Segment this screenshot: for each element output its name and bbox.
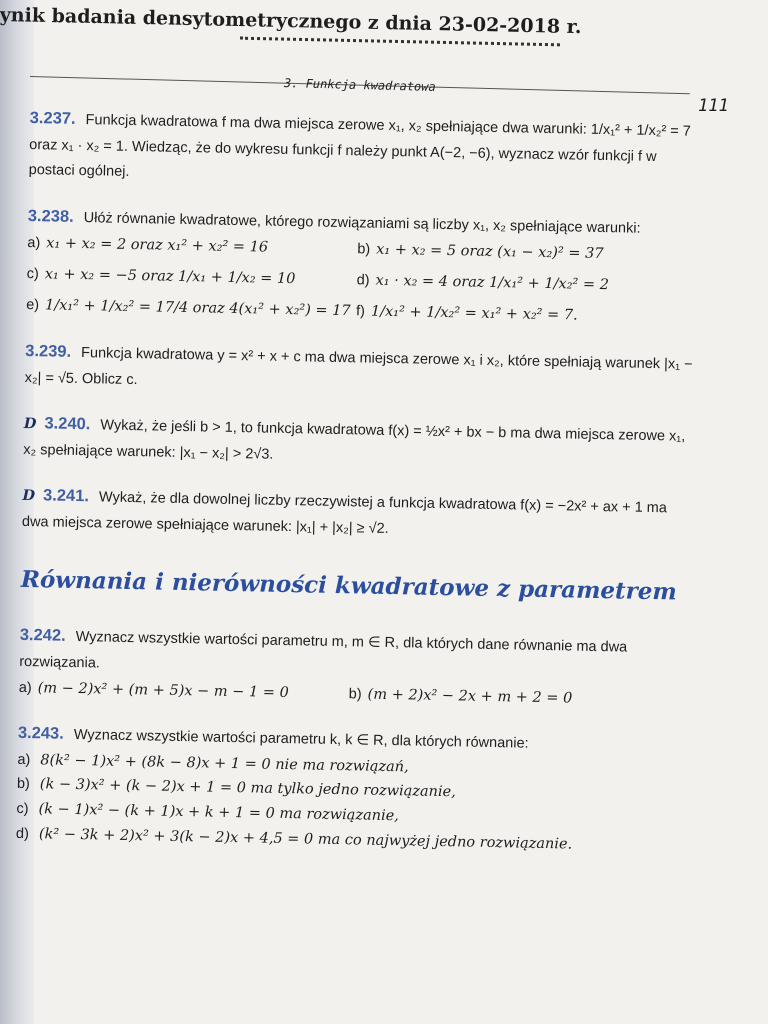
problem-3-239 (24, 337, 693, 404)
subitem-math: (k² − 3k + 2)x² + 3(k − 2)x + 4,5 = 0 ma co najwyżej jedno rozwiązanie. (38, 825, 573, 853)
subitem-label: c) (26, 265, 39, 283)
subitem-b (348, 682, 678, 714)
subitem-math: (m + 2)x² − 2x + m + 2 = 0 (367, 686, 573, 707)
page-content (15, 104, 697, 877)
subitem-math: (k − 3)x² + (k − 2)x + 1 = 0 ma tylko jedno rozwiązanie, (39, 776, 456, 801)
subitem-c (26, 262, 356, 294)
subitem-e (26, 293, 356, 325)
problem-text: Funkcja kwadratowa f ma dwa miejsca zerowe x₁, x₂ spełniające dwa warunki: 1/x₁² + 1/x₂² = 7 oraz x₁ · x₂ = 1. Wiedząc, że do wykresu funkcji f należy punkt A(−2, −6), wyznacz wzór funkcji f w postaci ogólnej. (28, 112, 691, 181)
subitem-label: e) (25, 297, 40, 314)
subitem-b (357, 237, 687, 269)
subitem-math: x₁ + x₂ = 2 oraz x₁² + x₂² = 16 (46, 234, 269, 256)
subitems-list (16, 748, 686, 859)
chapter-header: 3. Funkcja kwadratowa (283, 76, 436, 94)
problem-text: Wyznacz wszystkie wartości parametru k, k ∈ R, dla których równanie: (73, 726, 529, 752)
problem-number: 3.243. (17, 723, 64, 743)
subitem-label: b) (348, 685, 362, 702)
subitem-math: 1/x₁² + 1/x₂² = 17/4 oraz 4(x₁² + x₂²) = 17 (44, 297, 351, 320)
proof-marker-icon: D (23, 414, 37, 433)
subitem-label: c) (16, 800, 29, 818)
problem-3-237 (28, 104, 697, 196)
problem-number: 3.239. (25, 341, 72, 361)
problem-number: 3.238. (27, 206, 74, 226)
subitem-label: b) (357, 240, 371, 258)
subitem-math: 8(k² − 1)x² + (8k − 8)x + 1 = 0 nie ma rozwiązań, (40, 752, 409, 776)
problem-3-238 (26, 202, 696, 332)
subitem-label: d) (15, 825, 30, 842)
subitem-math: (m − 2)x² + (m + 5)x − m − 1 = 0 (37, 679, 289, 701)
subitem-label: f) (355, 303, 366, 320)
subitem-a (27, 230, 357, 262)
problem-number: 3.242. (19, 626, 66, 646)
problem-text: Wyznacz wszystkie wartości parametru m, m ∈ R, dla których dane równanie ma dwa rozwiązania. (19, 629, 628, 672)
problem-number: 3.240. (44, 414, 91, 434)
subitem-math: (k − 1)x² − (k + 1)x + k + 1 = 0 ma rozwiązanie, (38, 801, 400, 825)
problem-text: Ułóż równanie kwadratowe, którego rozwiązaniami są liczby x₁, x₂ spełniające warunki: (83, 209, 641, 237)
subitem-math: x₁ + x₂ = −5 oraz 1/x₁ + 1/x₂ = 10 (44, 266, 296, 288)
problem-number: 3.241. (42, 486, 90, 506)
subitem-label: a) (27, 234, 41, 251)
problem-text: Funkcja kwadratowa y = x² + x + c ma dwa miejsca zerowe x₁ i x₂, które spełniają warunek |x₁ − x₂| = √5. Oblicz c. (24, 344, 693, 388)
problem-text: Wykaż, że jeśli b > 1, to funkcja kwadratowa f(x) = ½x² + bx − b ma dwa miejsca zerowe x₁, x₂ spełniające warunek: |x₁ − x₂| > 2√3. (23, 417, 686, 463)
subitem-label: a) (18, 679, 32, 696)
problem-text: Wykaż, że dla dowolnej liczby rzeczywistej a funkcja kwadratowa f(x) = −2x² + ax + 1 ma dwa miejsca zerowe spełniające warunek: |x₁| + |x₂| ≥ √2. (21, 489, 668, 537)
subitem-f (356, 300, 686, 332)
subitem-label: b) (16, 776, 30, 793)
problem-3-241 (22, 481, 691, 548)
subitems-grid (26, 230, 696, 331)
subitem-math: x₁ · x₂ = 4 oraz 1/x₁² + 1/x₂² = 2 (375, 272, 610, 294)
problem-number: 3.237. (29, 108, 76, 128)
problem-3-243 (16, 719, 686, 859)
subitem-a (19, 675, 349, 707)
problem-3-240 (23, 409, 692, 476)
subitem-label: a) (17, 751, 31, 768)
page-number: 111 (698, 96, 729, 116)
subitems-grid (19, 675, 687, 713)
problem-3-242 (19, 621, 688, 713)
proof-marker-icon: D (22, 487, 36, 505)
section-title: Równania i nierówności kwadratowe z parametrem (20, 566, 678, 606)
stamp-header-text: ynik badania densytometrycznego z dnia 23-02-2018 r. (0, 4, 582, 39)
subitem-math: x₁ + x₂ = 5 oraz (x₁ − x₂)² = 37 (376, 241, 604, 262)
subitem-d (356, 268, 686, 300)
subitem-math: 1/x₁² + 1/x₂² = x₁² + x₂² = 7. (370, 303, 578, 324)
stamp-dotted-line (240, 37, 560, 47)
subitem-label: d) (356, 272, 370, 289)
